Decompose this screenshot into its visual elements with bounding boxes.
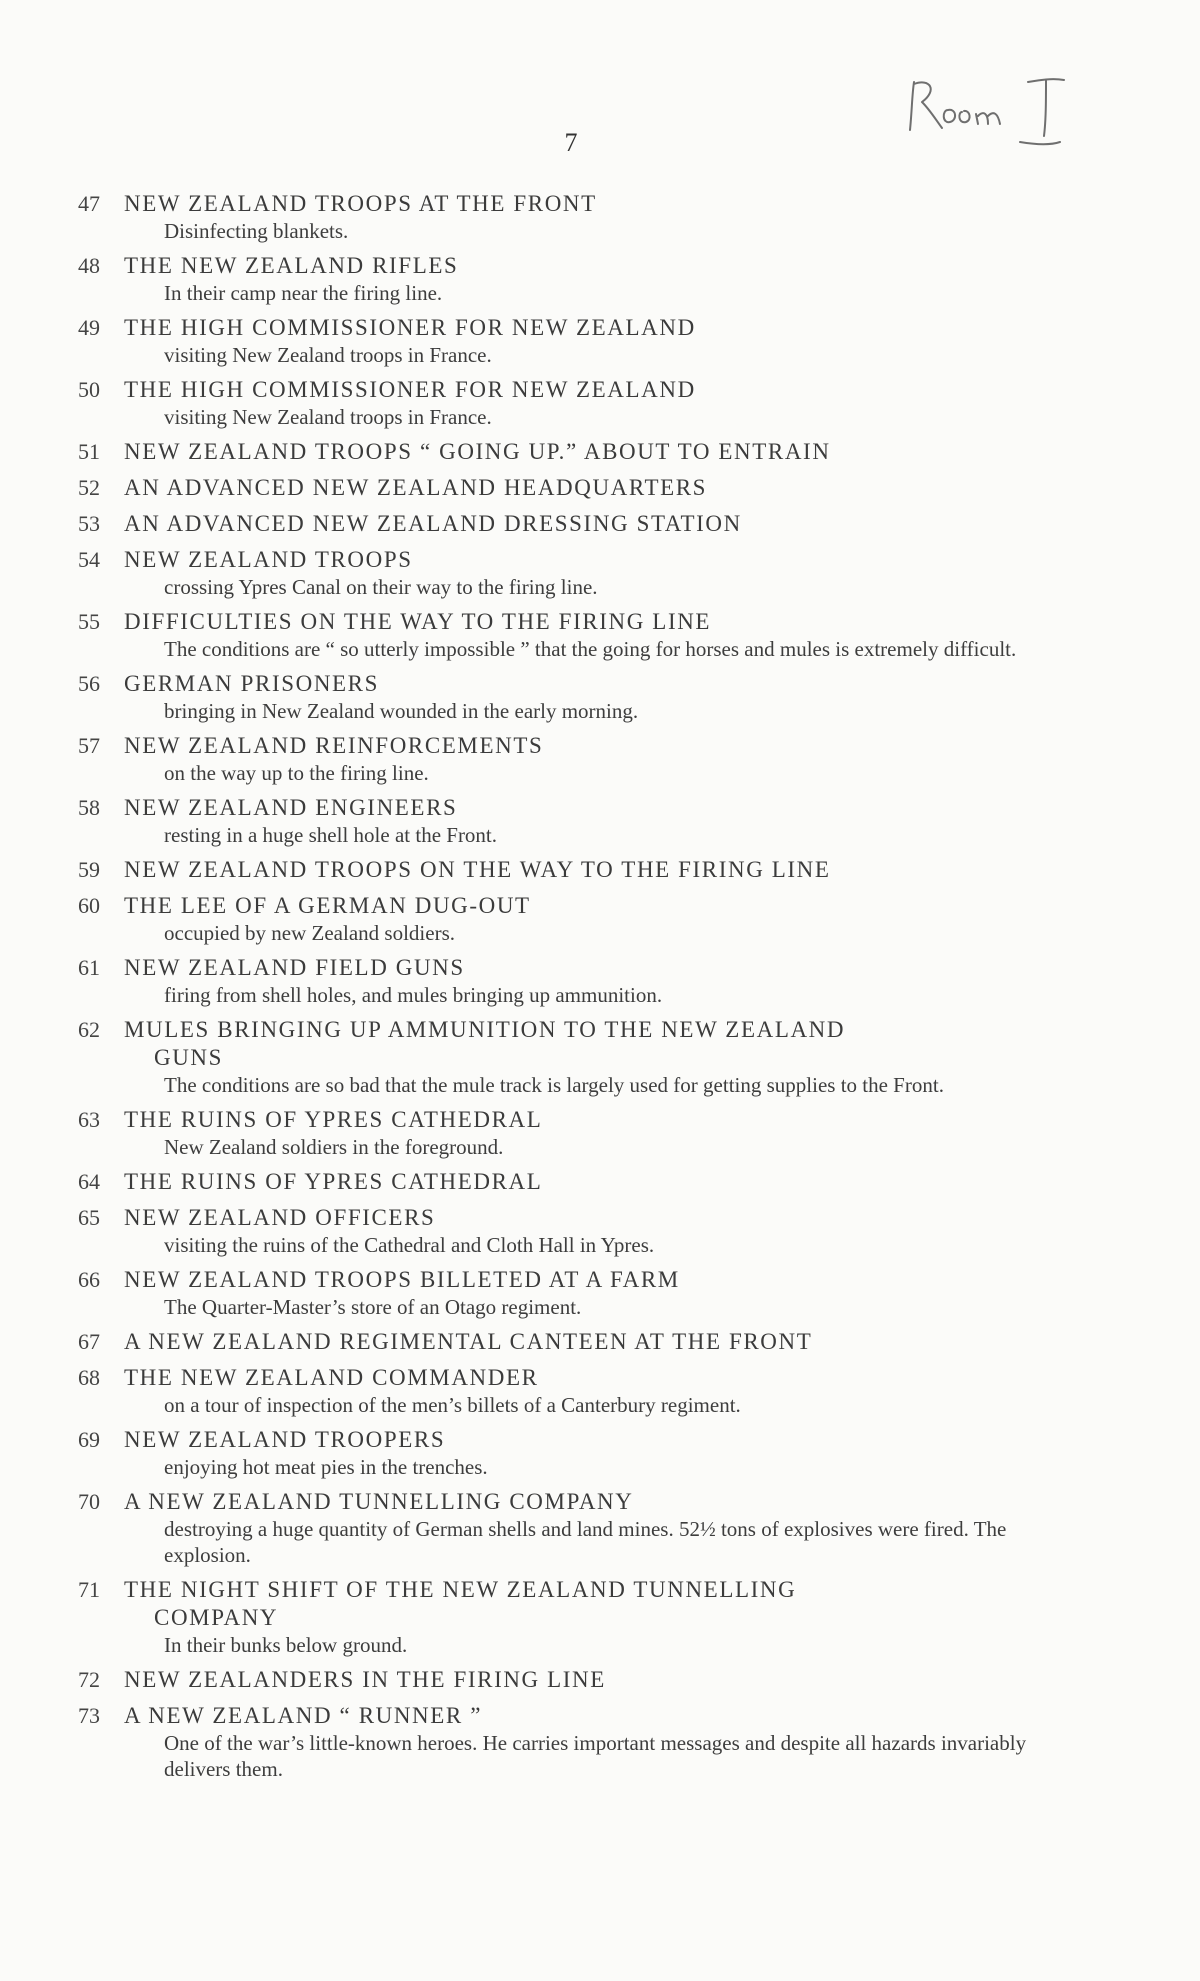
catalogue-entry	[78, 608, 1038, 662]
catalogue-entry	[78, 1168, 1038, 1196]
entry-title	[124, 1106, 1038, 1134]
entry-number: 47	[78, 191, 100, 216]
entry-title-text: THE HIGH COMMISSIONER FOR NEW ZEALAND	[124, 377, 696, 402]
entry-description: destroying a huge quantity of German shells and land mines. 52½ tons of explosives were fired. The explosion.	[164, 1517, 1007, 1567]
catalogue-entry	[78, 1106, 1038, 1160]
entry-description: on a tour of inspection of the men’s billets of a Canterbury regiment.	[164, 1393, 741, 1417]
entry-description: resting in a huge shell hole at the Front.	[164, 823, 498, 847]
entry-title-text: NEW ZEALAND TROOPS AT THE FRONT	[124, 191, 597, 216]
entry-number: 69	[78, 1427, 100, 1452]
entry-number: 55	[78, 609, 100, 634]
entry-title-text: MULES BRINGING UP AMMUNITION TO THE NEW ZEALAND	[124, 1017, 846, 1042]
catalogue-list	[78, 190, 1038, 1790]
entry-title	[124, 1576, 1038, 1632]
entry-description: In their bunks below ground.	[164, 1633, 408, 1657]
entry-title-text: NEW ZEALAND TROOPS ON THE WAY TO THE FIRING LINE	[124, 857, 831, 882]
entry-title	[124, 1204, 1038, 1232]
entry-description: In their camp near the firing line.	[164, 281, 443, 305]
entry-title	[124, 376, 1038, 404]
entry-description: The conditions are “ so utterly impossible ” that the going for horses and mules is extremely difficult.	[164, 637, 1017, 661]
entry-title	[124, 670, 1038, 698]
entry-title-text: DIFFICULTIES ON THE WAY TO THE FIRING LINE	[124, 609, 712, 634]
entry-description: Disinfecting blankets.	[164, 219, 349, 243]
entry-title	[124, 1016, 1038, 1072]
catalogue-entry	[78, 314, 1038, 368]
entry-number: 73	[78, 1703, 100, 1728]
catalogue-entry	[78, 1666, 1038, 1694]
entry-title	[124, 1266, 1038, 1294]
entry-title	[124, 252, 1038, 280]
catalogue-entry	[78, 1016, 1038, 1098]
catalogue-entry	[78, 856, 1038, 884]
entry-number: 57	[78, 733, 100, 758]
catalogue-entry	[78, 670, 1038, 724]
entry-title-text: A NEW ZEALAND TUNNELLING COMPANY	[124, 1489, 634, 1514]
entry-title-text: NEW ZEALAND TROOPS BILLETED AT A FARM	[124, 1267, 680, 1292]
catalogue-entry	[78, 732, 1038, 786]
catalogue-entry	[78, 1702, 1038, 1782]
entry-number: 60	[78, 893, 100, 918]
entry-title-text: GERMAN PRISONERS	[124, 671, 380, 696]
entry-number: 72	[78, 1667, 100, 1692]
entry-title-text: THE LEE OF A GERMAN DUG-OUT	[124, 893, 531, 918]
catalogue-entry	[78, 438, 1038, 466]
catalogue-entry	[78, 546, 1038, 600]
entry-title	[124, 1328, 1038, 1356]
entry-title	[124, 794, 1038, 822]
entry-title	[124, 1364, 1038, 1392]
entry-title-text: THE RUINS OF YPRES CATHEDRAL	[124, 1107, 543, 1132]
entry-number: 61	[78, 955, 100, 980]
entry-number: 67	[78, 1329, 100, 1354]
entry-number: 52	[78, 475, 100, 500]
entry-title	[124, 314, 1038, 342]
entry-title-text: A NEW ZEALAND REGIMENTAL CANTEEN AT THE FRONT	[124, 1329, 813, 1354]
catalogue-entry	[78, 474, 1038, 502]
catalogue-entry	[78, 1266, 1038, 1320]
entry-number: 66	[78, 1267, 100, 1292]
catalogue-entry	[78, 1426, 1038, 1480]
entry-title-text: AN ADVANCED NEW ZEALAND HEADQUARTERS	[124, 475, 708, 500]
entry-title-text: NEW ZEALAND ENGINEERS	[124, 795, 458, 820]
entry-description: New Zealand soldiers in the foreground.	[164, 1135, 504, 1159]
entry-title	[124, 546, 1038, 574]
catalogue-entry	[78, 1364, 1038, 1418]
entry-number: 64	[78, 1169, 100, 1194]
catalogue-entry	[78, 1488, 1038, 1568]
entry-description: firing from shell holes, and mules bringing up ammunition.	[164, 983, 663, 1007]
entry-title-text: NEW ZEALAND REINFORCEMENTS	[124, 733, 544, 758]
catalogue-entry	[78, 794, 1038, 848]
entry-description: One of the war’s little-known heroes. He carries important messages and despite all hazards invariably delivers them.	[164, 1731, 1027, 1781]
entry-number: 62	[78, 1017, 100, 1042]
entry-title-continuation: COMPANY	[154, 1605, 279, 1630]
entry-description: bringing in New Zealand wounded in the early morning.	[164, 699, 639, 723]
entry-title	[124, 474, 1038, 502]
catalogue-entry	[78, 1576, 1038, 1658]
entry-title	[124, 1488, 1038, 1516]
entry-title	[124, 954, 1038, 982]
entry-number: 70	[78, 1489, 100, 1514]
entry-title	[124, 1702, 1038, 1730]
entry-title	[124, 438, 1038, 466]
entry-number: 54	[78, 547, 100, 572]
catalogue-entry	[78, 954, 1038, 1008]
entry-title	[124, 732, 1038, 760]
entry-number: 48	[78, 253, 100, 278]
entry-title-text: NEW ZEALAND FIELD GUNS	[124, 955, 465, 980]
entry-title	[124, 1666, 1038, 1694]
entry-title-text: AN ADVANCED NEW ZEALAND DRESSING STATION	[124, 511, 742, 536]
entry-title-text: NEW ZEALAND TROOPERS	[124, 1427, 446, 1452]
entry-description: occupied by new Zealand soldiers.	[164, 921, 455, 945]
entry-title-text: A NEW ZEALAND “ RUNNER ”	[124, 1703, 483, 1728]
page-number: 7	[564, 128, 578, 157]
entry-title	[124, 1168, 1038, 1196]
entry-description: visiting the ruins of the Cathedral and Cloth Hall in Ypres.	[164, 1233, 655, 1257]
entry-number: 58	[78, 795, 100, 820]
entry-number: 65	[78, 1205, 100, 1230]
entry-number: 51	[78, 439, 100, 464]
entry-title	[124, 608, 1038, 636]
entry-number: 71	[78, 1577, 100, 1602]
entry-number: 56	[78, 671, 100, 696]
entry-title	[124, 510, 1038, 538]
entry-title-text: NEW ZEALAND TROOPS “ GOING UP.” ABOUT TO ENTRAIN	[124, 439, 831, 464]
entry-title-text: THE NEW ZEALAND RIFLES	[124, 253, 459, 278]
entry-description: crossing Ypres Canal on their way to the firing line.	[164, 575, 598, 599]
entry-number: 49	[78, 315, 100, 340]
entry-number: 53	[78, 511, 100, 536]
catalogue-entry	[78, 510, 1038, 538]
catalogue-entry	[78, 1328, 1038, 1356]
entry-number: 63	[78, 1107, 100, 1132]
entry-description: on the way up to the firing line.	[164, 761, 429, 785]
entry-description: visiting New Zealand troops in France.	[164, 343, 492, 367]
entry-title	[124, 856, 1038, 884]
entry-title-text: NEW ZEALAND TROOPS	[124, 547, 413, 572]
entry-title-text: THE NIGHT SHIFT OF THE NEW ZEALAND TUNNELLING	[124, 1577, 797, 1602]
catalogue-entry	[78, 1204, 1038, 1258]
entry-title-text: THE RUINS OF YPRES CATHEDRAL	[124, 1169, 543, 1194]
entry-title	[124, 190, 1038, 218]
entry-title	[124, 1426, 1038, 1454]
entry-description: visiting New Zealand troops in France.	[164, 405, 492, 429]
entry-description: The conditions are so bad that the mule track is largely used for getting supplies to the Front.	[164, 1073, 944, 1097]
entry-title-text: NEW ZEALANDERS IN THE FIRING LINE	[124, 1667, 606, 1692]
entry-description: enjoying hot meat pies in the trenches.	[164, 1455, 488, 1479]
catalogue-entry	[78, 252, 1038, 306]
entry-title-text: NEW ZEALAND OFFICERS	[124, 1205, 436, 1230]
catalogue-entry	[78, 376, 1038, 430]
catalogue-entry	[78, 892, 1038, 946]
entry-number: 59	[78, 857, 100, 882]
entry-description: The Quarter-Master’s store of an Otago regiment.	[164, 1295, 582, 1319]
entry-title-continuation: GUNS	[154, 1045, 224, 1070]
entry-title	[124, 892, 1038, 920]
entry-number: 50	[78, 377, 100, 402]
entry-number: 68	[78, 1365, 100, 1390]
entry-title-text: THE NEW ZEALAND COMMANDER	[124, 1365, 539, 1390]
catalogue-entry	[78, 190, 1038, 244]
entry-title-text: THE HIGH COMMISSIONER FOR NEW ZEALAND	[124, 315, 696, 340]
